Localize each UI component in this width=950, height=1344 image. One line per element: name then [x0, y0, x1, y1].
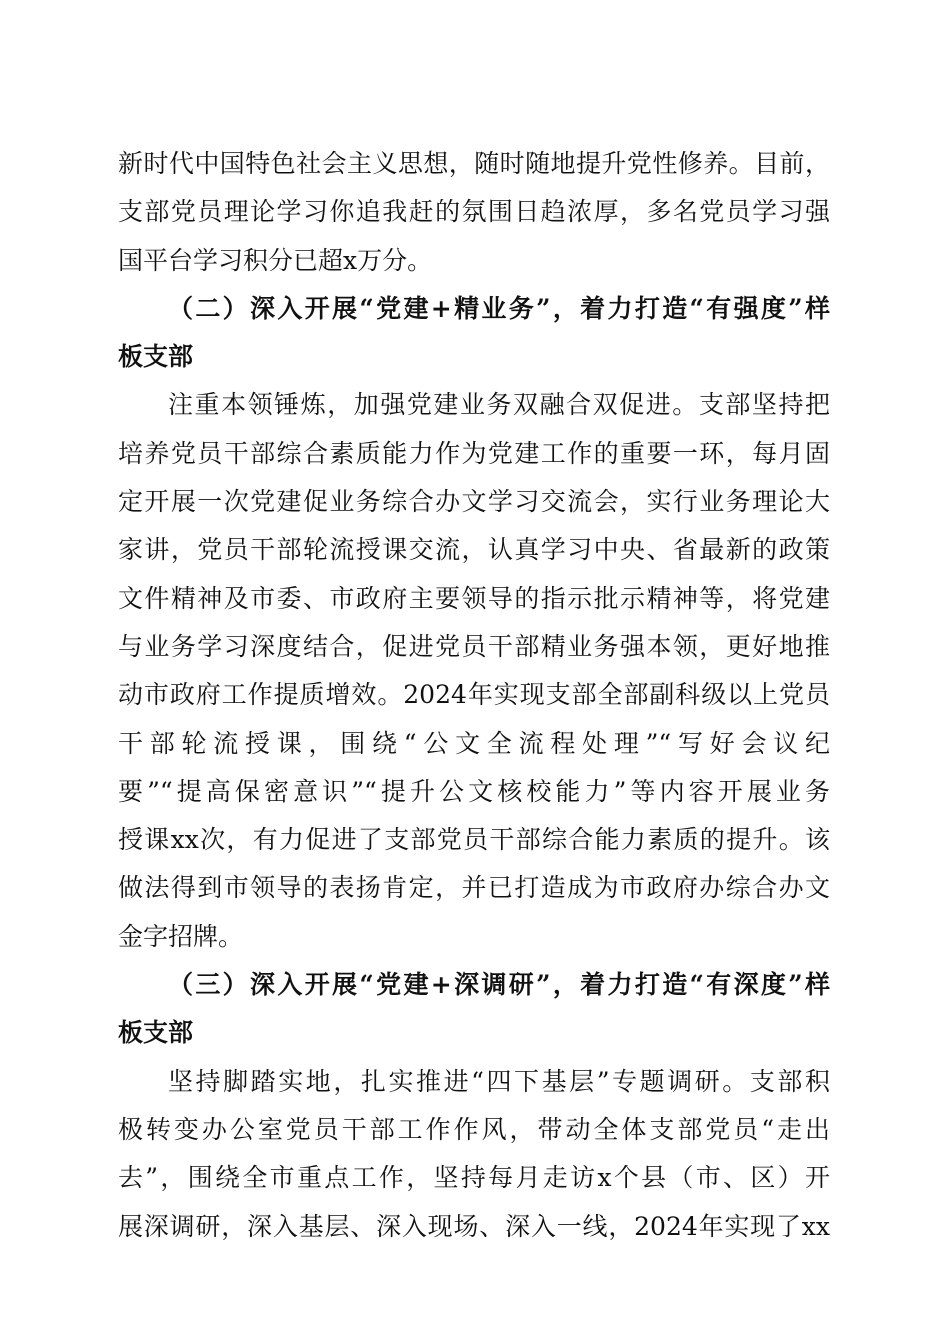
paragraph-line: 干部轮流授课，围绕“公文全流程处理”“写好会议纪	[118, 728, 830, 758]
section-heading-2-cont: 板支部	[118, 342, 194, 372]
section-heading-3-cont: 板支部	[118, 1018, 194, 1048]
paragraph-line: 要”“提高保密意识”“提升公文核校能力”等内容开展业务	[118, 776, 830, 806]
paragraph-line: 授课xx次，有力促进了支部党员干部综合能力素质的提升。该	[118, 825, 830, 855]
document-body	[118, 140, 830, 1251]
paragraph-line: 家讲，党员干部轮流授课交流，认真学习中央、省最新的政策	[118, 535, 830, 565]
paragraph-line: 金字招牌。	[118, 921, 244, 951]
paragraph-line: 支部党员理论学习你追我赶的氛围日趋浓厚，多名党员学习强	[118, 197, 830, 227]
paragraph-line: 去”，围绕全市重点工作，坚持每月走访x个县（市、区）开	[118, 1163, 830, 1193]
paragraph-line: 注重本领锤炼，加强党建业务双融合双促进。支部坚持把	[168, 390, 830, 420]
paragraph-line: 培养党员干部综合素质能力作为党建工作的重要一环，每月固	[118, 438, 830, 468]
paragraph-line: 定开展一次党建促业务综合办文学习交流会，实行业务理论大	[118, 487, 830, 517]
paragraph-line: 坚持脚踏实地，扎实推进“四下基层”专题调研。支部积	[168, 1066, 830, 1096]
paragraph-line: 做法得到市领导的表扬肯定，并已打造成为市政府办综合办文	[118, 873, 830, 903]
paragraph-line: 动市政府工作提质增效。2024年实现支部全部副科级以上党员	[118, 680, 830, 710]
paragraph-line: 文件精神及市委、市政府主要领导的指示批示精神等，将党建	[118, 583, 830, 613]
paragraph-line: 国平台学习积分已超x万分。	[118, 245, 433, 275]
paragraph-line: 极转变办公室党员干部工作作风，带动全体支部党员“走出	[118, 1114, 830, 1144]
paragraph-line: 与业务学习深度结合，促进党员干部精业务强本领，更好地推	[118, 631, 830, 661]
paragraph-line: 展深调研，深入基层、深入现场、深入一线，2024年实现了xx	[118, 1211, 830, 1241]
section-heading-3: （三）深入开展“党建+深调研”，着力打造“有深度”样	[168, 970, 830, 1000]
paragraph-line: 新时代中国特色社会主义思想，随时随地提升党性修养。目前，	[118, 149, 830, 178]
section-heading-2: （二）深入开展“党建+精业务”，着力打造“有强度”样	[168, 293, 830, 323]
